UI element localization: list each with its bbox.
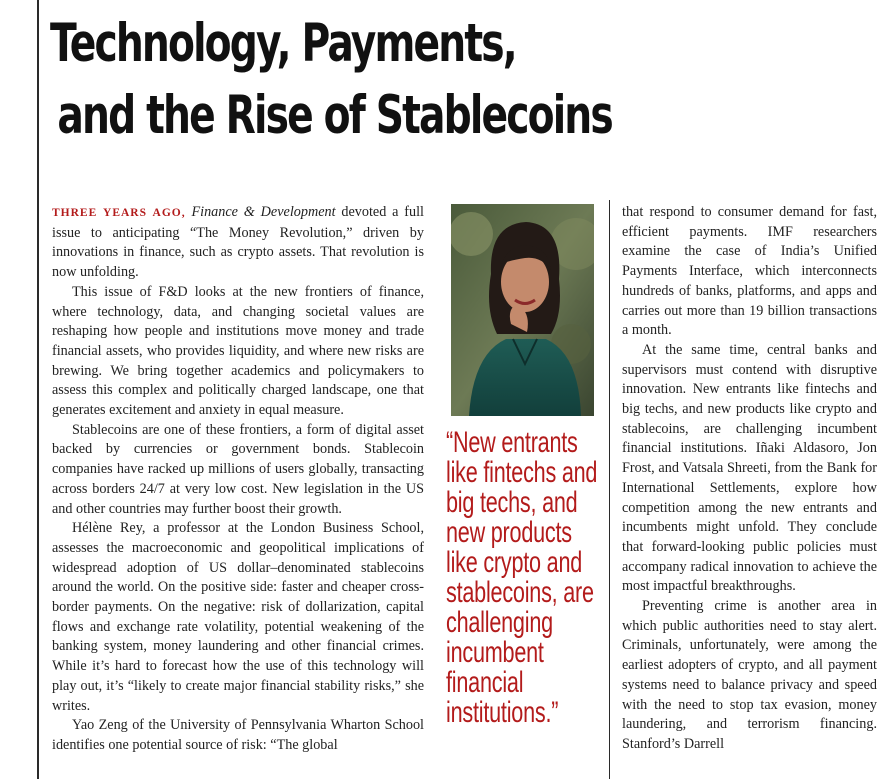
headline-line-2: and the Rise of Stablecoins xyxy=(57,85,612,146)
paragraph-1-text: devoted a full issue to anticipating “The Money Revolution,” driven by innovations in finance, such as crypto assets. That revolution is now unfolding. xyxy=(52,204,424,281)
column-3 xyxy=(622,203,877,755)
paragraph-7: At the same time, central banks and supervisors must contend with disruptive innovation. New entrants like fintechs and big techs, and new products like crypto and stablecoins, are challenging incumbent financial institutions. Iñaki Aldasoro, Jon Frost, and Vatsala Shreeti, from the Bank for International Settlements, explore how competition among the new entrants and incumbents might unfold. They conclude that forward-looking public policies must accompany radical innovation to achieve the most impactful breakthroughs. xyxy=(622,341,877,595)
headline-line-1: Technology, Payments, xyxy=(50,13,516,74)
pull-quote-line: financial xyxy=(446,666,524,699)
article-headline xyxy=(50,8,642,152)
pull-quote xyxy=(446,426,598,729)
pull-quote-line: institutions.” xyxy=(446,696,559,729)
portrait-illustration xyxy=(451,204,594,416)
paragraph-3: Stablecoins are one of these frontiers, a form of digital asset backed by currencies or government bonds. Stablecoin companies have racked up millions of users globally, transacting across borders 24/7 at very low cost. New legislation in the US and other countries may further boost their growth. xyxy=(52,421,424,517)
pull-quote-line: “New entrants xyxy=(446,426,578,459)
portrait-photo xyxy=(451,204,594,416)
paragraph-2: This issue of F&D looks at the new frontiers of finance, where technology, data, and changing societal values are reshaping how people and institutions move money and trade financial assets, who provides liquidity, and where new risks are brewing. We bring together academics and policymakers to assess this complex and politically charged landscape, one that generates excitement and anxiety in equal measure. xyxy=(52,283,424,419)
paragraph-8: Preventing crime is another area in which public authorities need to stay alert. Criminals, unfortunately, were among the earliest adopters of crypto, and all payment systems need to balance privacy and speed with the need to stop tax evasion, money laundering, and terrorism financing. Stanford’s Darrell xyxy=(622,598,877,752)
paragraph-4: Hélène Rey, a professor at the London Business School, assesses the macroeconomic and geopolitical implications of widespread adoption of US dollar–denominated stablecoins around the world. On the positive side: faster and cheaper cross-border payments. On the negative: risk of dollarization, capital flows and exchange rate volatility, potential weakening of the banking system, money laundering and other financial crimes. While it’s hard to forecast how the use of this technology will play out, it’s “likely to create major financial stability risks,” she writes. xyxy=(52,520,424,714)
pull-quote-line: incumbent xyxy=(446,636,544,669)
column-1 xyxy=(52,203,424,756)
pull-quote-line: new products xyxy=(446,516,572,549)
pull-quote-line: stablecoins, are xyxy=(446,576,594,609)
column-divider-rule xyxy=(609,200,610,779)
left-column-rule xyxy=(37,0,39,779)
kicker: THREE YEARS AGO, xyxy=(52,207,186,219)
paragraph-5: Yao Zeng of the University of Pennsylvania Wharton School identifies one potential source of risk: “The global xyxy=(52,717,424,753)
pull-quote-line: like fintechs and xyxy=(446,456,598,489)
paragraph-6: that respond to consumer demand for fast, efficient payments. IMF researchers examine the case of India’s Unified Payments Interface, which interconnects hundreds of banks, platforms, and apps and carries out more than 19 billion transactions a month. xyxy=(622,204,877,339)
pull-quote-line: challenging xyxy=(446,606,553,639)
pull-quote-line: like crypto and xyxy=(446,546,583,579)
paragraph-1 xyxy=(52,203,424,283)
pull-quote-line: big techs, and xyxy=(446,486,578,519)
journal-title: Finance & Development xyxy=(191,204,336,220)
